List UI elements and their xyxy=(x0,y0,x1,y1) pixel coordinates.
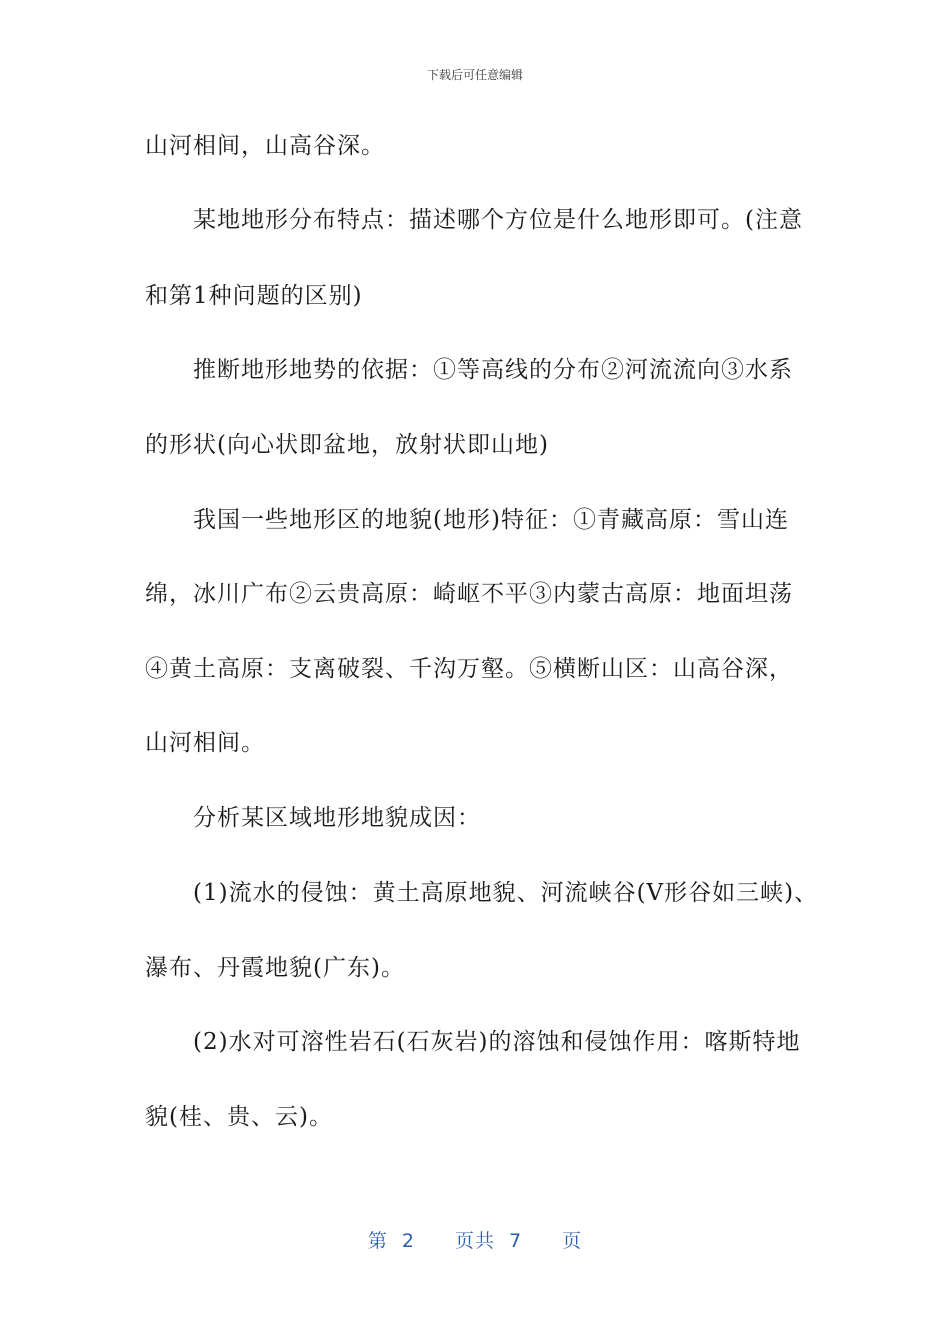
paragraph-line: 我国一些地形区的地貌(地形)特征：①青藏高原：雪山连 xyxy=(193,507,789,533)
paragraph-line: 瀑布、丹霞地貌(广东)。 xyxy=(145,955,405,981)
page-number-footer xyxy=(0,1226,950,1253)
page-header-note: 下载后可任意编辑 xyxy=(426,68,523,82)
paragraph-line: 分析某区域地形地貌成因： xyxy=(193,805,481,831)
paragraph-line: 山河相间。 xyxy=(145,730,265,756)
current-page-number: 2 xyxy=(401,1230,415,1252)
paragraph-line: (1)流水的侵蚀：黄土高原地貌、河流峡谷(V形谷如三峡)、 xyxy=(193,880,819,906)
paragraph-line: 某地地形分布特点：描述哪个方位是什么地形即可。(注意 xyxy=(193,207,803,233)
paragraph-line: 山河相间，山高谷深。 xyxy=(145,133,385,159)
paragraph-line: 和第1种问题的区别) xyxy=(145,283,363,309)
paragraph-line: 绵，冰川广布②云贵高原：崎岖不平③内蒙古高原：地面坦荡 xyxy=(145,581,793,607)
paragraph-line: ④黄土高原：支离破裂、千沟万壑。⑤横断山区：山高谷深， xyxy=(145,656,793,682)
paragraph-line: 的形状(向心状即盆地，放射状即山地) xyxy=(145,432,549,458)
paragraph-line: 貌(桂、贵、云)。 xyxy=(145,1104,333,1130)
paragraph-line: 推断地形地势的依据：①等高线的分布②河流流向③水系 xyxy=(193,357,793,383)
footer-prefix: 第 xyxy=(367,1230,388,1252)
total-pages-number: 7 xyxy=(509,1230,523,1252)
paragraph-line: (2)水对可溶性岩石(石灰岩)的溶蚀和侵蚀作用：喀斯特地 xyxy=(193,1029,801,1055)
footer-suffix: 页 xyxy=(562,1230,583,1252)
footer-middle: 页共 xyxy=(454,1230,495,1252)
